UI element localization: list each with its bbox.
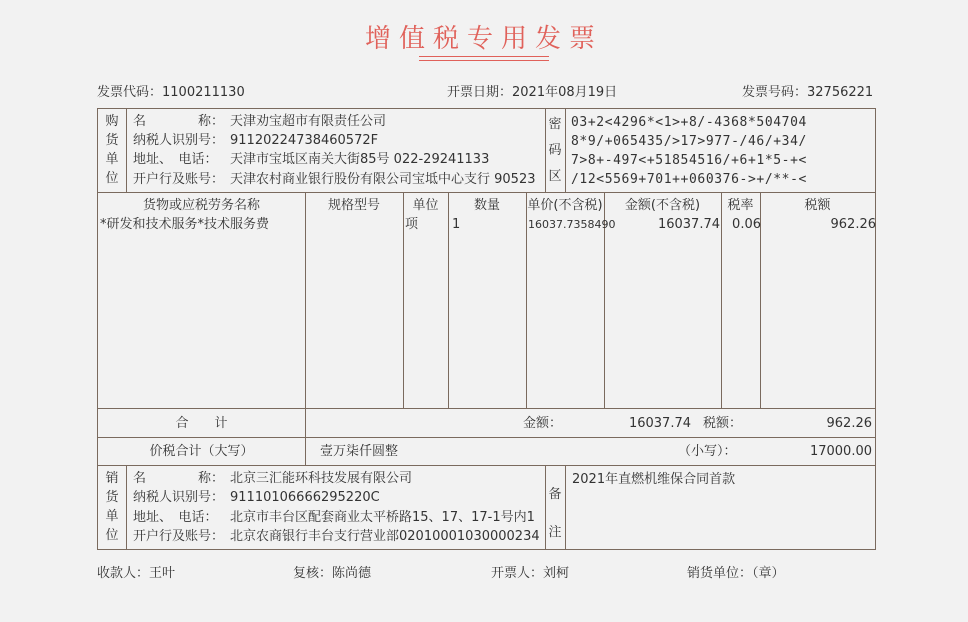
buyer-address: 天津市宝坻区南关大街85号 022-29241133 (230, 152, 490, 167)
footer-issuer (491, 562, 569, 581)
item-name: *研发和技术服务*技术服务费 (100, 217, 270, 232)
grand-total-small-label: （小写）： (678, 444, 737, 459)
col-divider-3 (448, 192, 449, 408)
cipher-side-char: 码 (548, 143, 562, 158)
cipher-line: 03+2<4296*<1>+8/-4368*504704 (571, 115, 807, 130)
seller-side-label (98, 469, 126, 545)
col-header-tax: 税额 (804, 198, 831, 213)
divider-remarks-right (565, 465, 566, 549)
issuer-label: 开票人： (491, 566, 544, 581)
title-underline-bottom (419, 60, 549, 61)
seller-address: 北京市丰台区配套商业太平桥路15、17、17-1号内1 (230, 510, 535, 525)
totals-tax: 962.26 (826, 416, 872, 431)
remarks-side-label (545, 469, 565, 545)
footer-payee (97, 562, 175, 581)
col-header-spec: 规格型号 (327, 198, 380, 213)
divider-cipher-right (565, 109, 566, 192)
cipher-side-label (545, 112, 565, 190)
buyer-bank: 天津农村商业银行股份有限公司宝坻中心支行 90523 (230, 172, 536, 187)
cipher-side-char: 区 (548, 169, 562, 184)
divider-totals-label (305, 408, 306, 465)
seller-bank-label: 开户行及账号： (133, 529, 225, 544)
item-amount: 16037.74 (657, 217, 720, 232)
invoice-date-label: 开票日期： (447, 85, 513, 100)
col-header-name: 货物或应税劳务名称 (142, 198, 260, 213)
invoice-number-value: 32756221 (807, 85, 874, 100)
remarks-text: 2021年直燃机维保合同首款 (572, 472, 736, 487)
item-price: 16037.7358490 (528, 218, 616, 231)
seller-tax-id: 91110106666295220C (230, 490, 380, 505)
payee-value: 王叶 (149, 566, 176, 581)
seller-side-char: 位 (105, 528, 119, 543)
col-divider-4 (526, 192, 527, 408)
payee-label: 收款人： (97, 566, 150, 581)
seller-side-char: 销 (105, 471, 119, 486)
seller-side-char: 单 (105, 509, 119, 524)
divider-grand-total (98, 465, 875, 466)
buyer-side-char: 位 (105, 171, 119, 186)
item-tax: 962.26 (830, 217, 876, 232)
grand-total-upper: 壹万柒仟圆整 (320, 444, 399, 459)
cipher-line: /12<5569+701++060376->+/**-< (571, 172, 807, 187)
divider-items (98, 408, 875, 409)
invoice-date (447, 81, 617, 100)
reviewer-value: 陈尚德 (332, 566, 372, 581)
col-divider-1 (305, 192, 306, 408)
buyer-side-char: 购 (105, 114, 119, 129)
buyer-name: 天津劝宝超市有限责任公司 (230, 114, 387, 129)
totals-amount: 16037.74 (628, 416, 691, 431)
totals-tax-label: 税额： (703, 416, 743, 431)
buyer-tax-id: 91120224738460572F (230, 133, 379, 148)
col-header-rate: 税率 (727, 198, 754, 213)
col-header-price: 单价(不含税) (527, 198, 603, 213)
col-header-unit: 单位 (412, 198, 439, 213)
seller-bank: 北京农商银行丰台支行营业部02010001030000234 (230, 529, 540, 544)
remarks-side-char: 备 (548, 487, 562, 502)
col-header-qty: 数量 (473, 198, 500, 213)
divider-seller-side (126, 465, 127, 549)
seller-tax-id-label: 纳税人识别号： (133, 490, 225, 505)
col-divider-2 (403, 192, 404, 408)
buyer-tax-id-label: 纳税人识别号： (133, 133, 225, 148)
buyer-side-char: 单 (105, 152, 119, 167)
grand-total-small: 17000.00 (809, 444, 872, 459)
invoice-table (97, 108, 876, 550)
invoice-number (742, 81, 873, 100)
buyer-bank-label: 开户行及账号： (133, 172, 225, 187)
seller-name: 北京三汇能环科技发展有限公司 (230, 471, 413, 486)
col-header-amount: 金额(不含税) (624, 198, 701, 213)
footer-seller-seal: 销货单位：（章） (687, 566, 785, 581)
seller-side-char: 货 (105, 490, 119, 505)
divider-buyer-side (126, 109, 127, 192)
cipher-line: 7>8+-497<+51854516/+6+1*5-+< (571, 153, 807, 168)
item-qty: 1 (452, 217, 461, 232)
buyer-side-char: 货 (105, 133, 119, 148)
cipher-line: 8*9/+065435/>17>977-/46/+34/ (571, 134, 807, 149)
buyer-side-label (98, 112, 126, 188)
reviewer-label: 复核： (293, 566, 333, 581)
totals-amount-label: 金额： (523, 416, 563, 431)
divider-buyer (98, 192, 875, 193)
invoice-title: 增值税专用发票 (364, 24, 603, 54)
seller-address-label: 地址、 电话： (133, 510, 218, 525)
seller-name-label: 名 称： (133, 471, 225, 486)
invoice-date-value: 2021年08月19日 (512, 85, 618, 100)
divider-totals (98, 437, 875, 438)
invoice-number-label: 发票号码： (742, 85, 808, 100)
remarks-side-char: 注 (548, 525, 562, 540)
item-rate: 0.06 (732, 217, 761, 232)
invoice-code-value: 1100211130 (162, 85, 245, 100)
buyer-name-label: 名 称： (133, 114, 225, 129)
buyer-address-label: 地址、 电话： (133, 152, 218, 167)
title-underline-top (419, 56, 549, 57)
footer-reviewer (293, 562, 371, 581)
invoice-code (97, 81, 245, 100)
cipher-side-char: 密 (548, 117, 562, 132)
invoice-code-label: 发票代码： (97, 85, 163, 100)
grand-total-label: 价税合计（大写） (149, 444, 254, 459)
issuer-value: 刘柯 (543, 566, 570, 581)
item-unit: 项 (405, 217, 419, 232)
totals-label: 合 计 (175, 416, 228, 431)
